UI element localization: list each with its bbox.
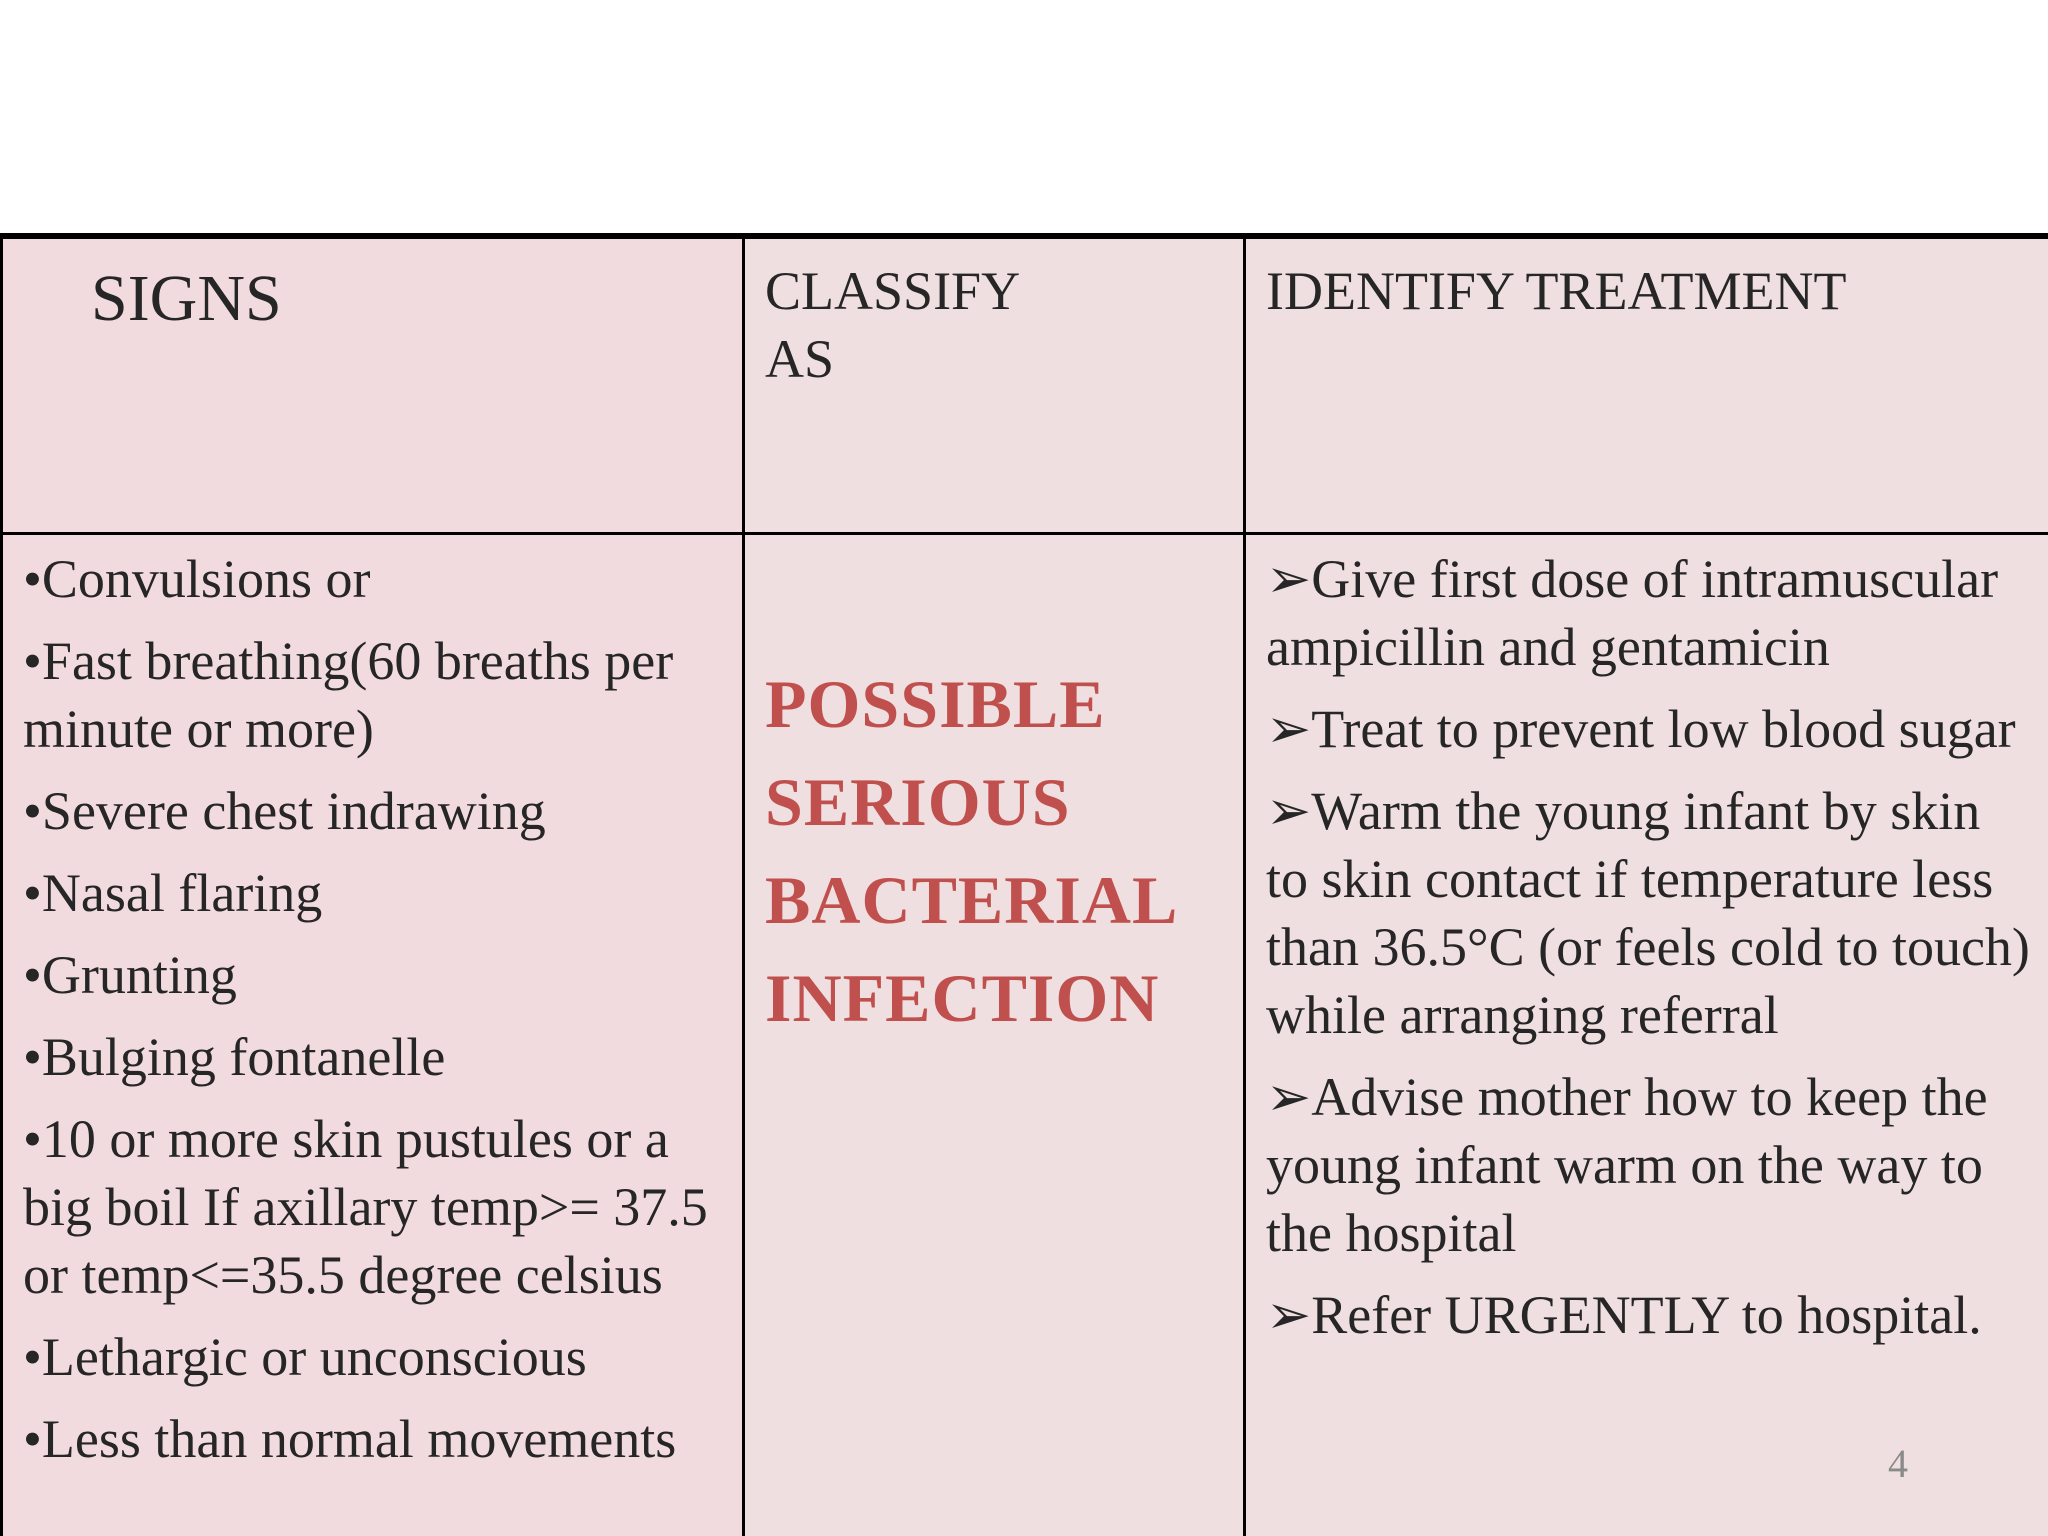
header-classify-line2: AS <box>765 329 835 389</box>
header-treatment: IDENTIFY TREATMENT <box>1266 261 1847 321</box>
sign-item: •Less than normal movements <box>23 1409 677 1469</box>
classification-line: INFECTION <box>765 960 1160 1036</box>
classification-cell <box>745 535 1246 1536</box>
header-signs: SIGNS <box>91 262 282 335</box>
sign-item: •Fast breathing(60 breaths per minute or more) <box>23 631 674 759</box>
sign-item: •Lethargic or unconscious <box>23 1327 587 1387</box>
header-signs-cell <box>3 239 745 535</box>
sign-item: •Bulging fontanelle <box>23 1027 446 1087</box>
header-classify <box>745 239 1243 393</box>
treatment-item: ➢Treat to prevent low blood sugar <box>1266 699 2016 759</box>
treatment-item: ➢Refer URGENTLY to hospital. <box>1266 1285 1982 1345</box>
sign-item: •Severe chest indrawing <box>23 781 546 841</box>
classification-line: BACTERIAL <box>765 862 1179 938</box>
treatment-item: ➢Warm the young infant by skin to skin contact if temperature less than 36.5°C (or feels cold to touch) while arranging referral <box>1266 781 2030 1045</box>
sign-item: •10 or more skin pustules or a big boil If axillary temp>= 37.5 or temp<=35.5 degree celsius <box>23 1109 708 1305</box>
signs-cell <box>3 535 745 1536</box>
sign-item: •Convulsions or <box>23 549 371 609</box>
treatment-cell <box>1246 535 2048 1536</box>
page-number: 4 <box>1888 1441 1908 1486</box>
imci-classification-table <box>0 233 2048 1536</box>
header-classify-cell <box>745 239 1246 535</box>
classification-line: POSSIBLE <box>765 666 1106 742</box>
classification <box>745 535 1243 1047</box>
sign-item: •Grunting <box>23 945 237 1005</box>
header-treatment-cell <box>1246 239 2048 535</box>
treatment-list <box>1246 535 2048 1349</box>
sign-item: •Nasal flaring <box>23 863 323 923</box>
signs-list <box>3 535 742 1473</box>
treatment-item: ➢Advise mother how to keep the young infant warm on the way to the hospital <box>1266 1067 1988 1263</box>
classification-line: SERIOUS <box>765 764 1071 840</box>
header-classify-line1: CLASSIFY <box>765 261 1021 321</box>
treatment-item: ➢Give first dose of intramuscular ampicillin and gentamicin <box>1266 549 1999 677</box>
